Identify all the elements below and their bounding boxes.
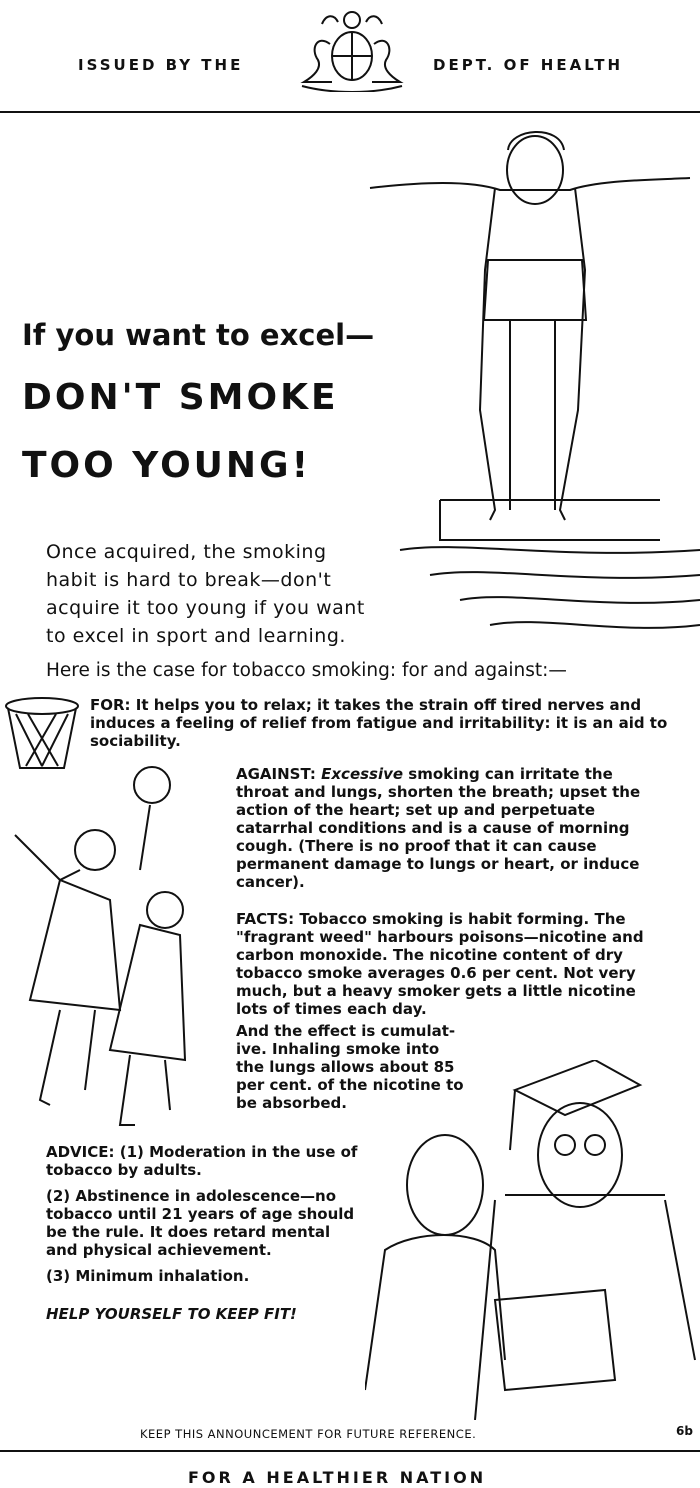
header-rule [0, 111, 700, 113]
facts-tail-line: be absorbed. [236, 1094, 347, 1112]
against-text: smoking can irritate the throat and lungs, shorten the breath; upset the action of the heart; set up and perpetuate catarrhal conditions and is a cause of morning cough. (There is no proof that it can cause permanent damage to lungs or heart, or induce cancer). [236, 765, 641, 891]
facts-label: FACTS: [236, 910, 295, 928]
for-label: FOR: [90, 696, 131, 714]
facts-tail-line: the lungs allows about 85 [236, 1058, 455, 1076]
print-code: 6b [676, 1424, 693, 1438]
netball-players-illustration [0, 760, 230, 1130]
against-label: AGAINST: [236, 765, 316, 783]
advice-item-1 [46, 1143, 358, 1179]
professor-and-student-illustration [365, 1060, 700, 1420]
headline-line-2: DON'T SMOKE [22, 377, 339, 418]
slogan: HELP YOURSELF TO KEEP FIT! [46, 1305, 297, 1323]
intro-paragraph [46, 538, 446, 650]
issuer-left: ISSUED BY THE [78, 56, 244, 74]
facts-text: Tobacco smoking is habit forming. The "fragrant weed" harbours poisons—nicotine and carbon monoxide. The nicotine content of dry tobacco smoke averages 0.6 per cent. Not very much, but a heavy smoker gets a little nicotine lots of times each day. [236, 910, 644, 1018]
keep-notice: KEEP THIS ANNOUNCEMENT FOR FUTURE REFERENCE. [140, 1427, 477, 1441]
royal-coat-of-arms-icon [282, 4, 422, 92]
for-paragraph [90, 696, 670, 750]
against-paragraph [236, 765, 668, 891]
headline-line-3: TOO YOUNG! [22, 445, 312, 486]
against-emphasis: Excessive [321, 765, 404, 783]
footer-slogan: FOR A HEALTHIER NATION [188, 1468, 487, 1487]
advice-label: ADVICE: [46, 1143, 115, 1161]
for-text: It helps you to relax; it takes the strain off tired nerves and induces a feeling of relief from fatigue and irritability: it is an aid to sociability. [90, 696, 668, 750]
facts-tail-line: per cent. of the nicotine to [236, 1076, 464, 1094]
case-title: Here is the case for tobacco smoking: for and against:— [46, 660, 567, 681]
footer-rule [0, 1450, 700, 1452]
advice-item-1-text: (1) Moderation in the use of tobacco by adults. [46, 1143, 358, 1179]
intro-line: to excel in sport and learning. [46, 625, 346, 647]
advice-block [46, 1143, 358, 1323]
facts-tail-line: ive. Inhaling smoke into [236, 1040, 440, 1058]
intro-line: Once acquired, the smoking [46, 541, 327, 563]
facts-tail-line: And the effect is cumulat- [236, 1022, 456, 1040]
issuer-right: DEPT. OF HEALTH [433, 56, 624, 74]
advice-item-3: (3) Minimum inhalation. [46, 1267, 250, 1285]
headline-line-1: If you want to excel— [22, 318, 375, 352]
intro-line: acquire it too young if you want [46, 597, 365, 619]
intro-line: habit is hard to break—don't [46, 569, 332, 591]
facts-paragraph [236, 910, 668, 1018]
advice-item-2: (2) Abstinence in adolescence—no tobacco until 21 years of age should be the rule. It does retard mental and physical achievement. [46, 1187, 355, 1259]
